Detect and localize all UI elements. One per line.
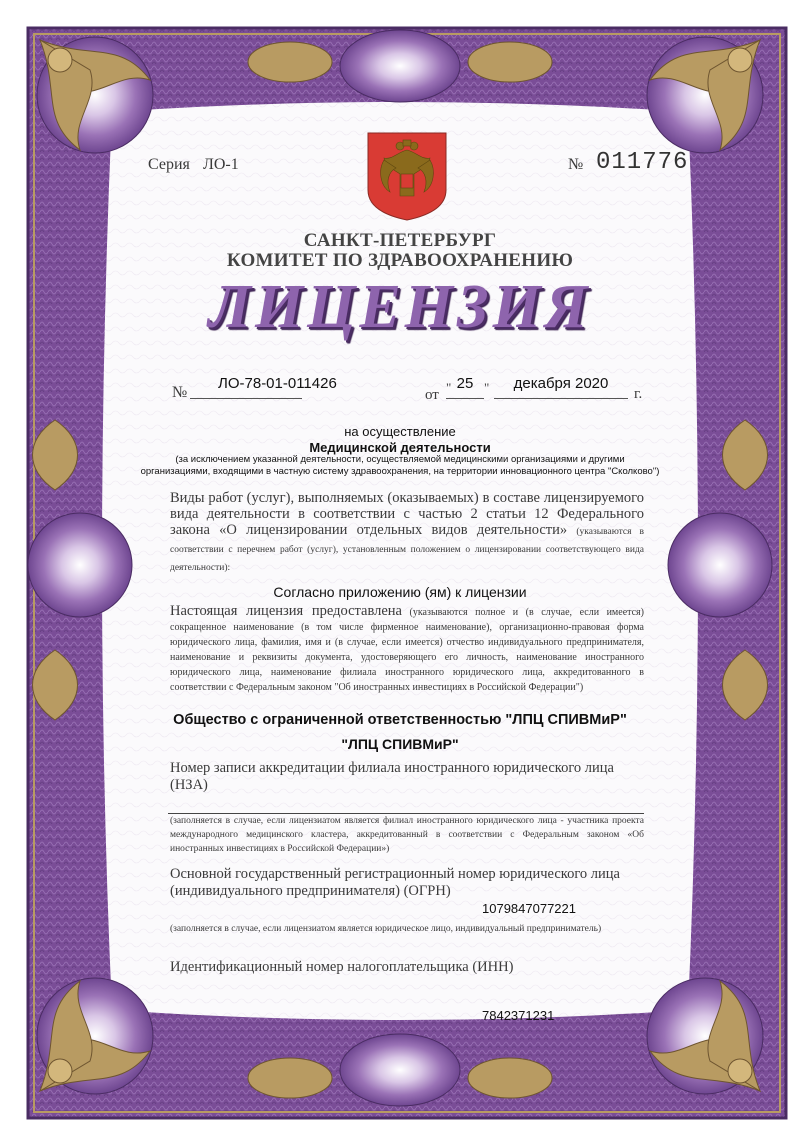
document-title: ЛИЦЕНЗИЯ [208,273,592,341]
nza-note: (заполняется в случае, если лицензиатом является филиал иностранного юридического лица - участника проекта международного медицинского кластера, аккредитованный в соответствии с Федеральным законом «Об иностранных инвестициях в Российской Федерации») [170,816,644,854]
date-from-label: от [425,387,439,403]
date-year-suffix: г. [634,386,643,402]
inn-label: Идентификационный номер налогоплательщика (ИНН) [170,959,514,975]
date-month-year-value: декабря 2020 [494,375,628,399]
form-number-sign: № [568,156,584,173]
issuer-city: САНКТ-ПЕТЕРБУРГ [303,230,497,251]
activity-name: Медицинской деятельности [309,440,491,455]
activity-exclusion: (за исключением указанной деятельности, осуществляемой медицинскими организациями и другими организациями, входящими в частную систему здравоохранения, на территории инновационного центра "Сколково") [140,454,660,477]
form-number-value: 011776 [596,149,689,176]
series-value: ЛО-1 [203,156,239,173]
series-label: Серия [148,156,190,173]
granted-note: (указываются полное и (в случае, если имеется) сокращенное наименование (в том числе фирменное наименование), организационно-правовая форма юридического лица, фамилия, имя и (в случае, если имеется) отчество индивидуального предпринимателя, наименование и реквизиты документа, удостоверяющего его личность, наименование иностранного юридического лица, наименование филиала иностранного юридического лица, аккредитованного в соответствии с Федеральным законом "Об иностранных инвестициях в Российской Федерации") [170,607,644,693]
date-day-open-quote: " [446,380,452,395]
ogrn-note: (заполняется в случае, если лицензиатом является юридическое лицо, индивидуальный предприниматель) [170,924,602,934]
organization-full-name: Общество с ограниченной ответственностью "ЛПЦ СПИВМиР" [173,712,627,728]
corner-ornament-bottom-left [37,978,153,1094]
granted-lead: Настоящая лицензия предоставлена [170,603,402,619]
ogrn-value: 1079847077221 [482,901,576,916]
date-day-close-quote: " [484,380,490,395]
registration-number-sign: № [172,384,188,401]
corner-ornament-bottom-right [647,978,763,1094]
granted-description [170,604,644,695]
nza-label: Номер записи аккредитации филиала иностранного юридического лица (НЗА) [170,760,614,793]
inn-value: 7842371231 [482,1008,555,1023]
registration-number-value: ЛО-78-01-011426 [190,375,302,399]
purpose-line: на осуществление [344,424,456,439]
coat-of-arms-emblem [368,133,446,220]
corner-ornament-top-left [37,37,153,153]
corner-ornament-top-right [647,37,763,153]
works-text: Виды работ (услуг), выполняемых (оказываемых) в составе лицензируемого вида деятельности в соответствии с частью 2 статьи 12 Федерального закона «О лицензировании отдельных видов деятельности» [170,490,644,538]
works-note: (указываются в соответствии с перечнем работ (услуг), установленным положением о лицензировании соответствующего вида деятельности): [170,527,644,573]
works-value: Согласно приложению (ям) к лицензии [273,584,527,600]
ogrn-label: Основной государственный регистрационный номер юридического лица (индивидуального предпринимателя) (ОГРН) [170,866,620,899]
organization-short-name: "ЛПЦ СПИВМиР" [341,736,459,752]
date-day-value: 25 [446,375,484,399]
works-description [170,490,644,576]
issuer-committee: КОМИТЕТ ПО ЗДРАВООХРАНЕНИЮ [226,250,574,271]
